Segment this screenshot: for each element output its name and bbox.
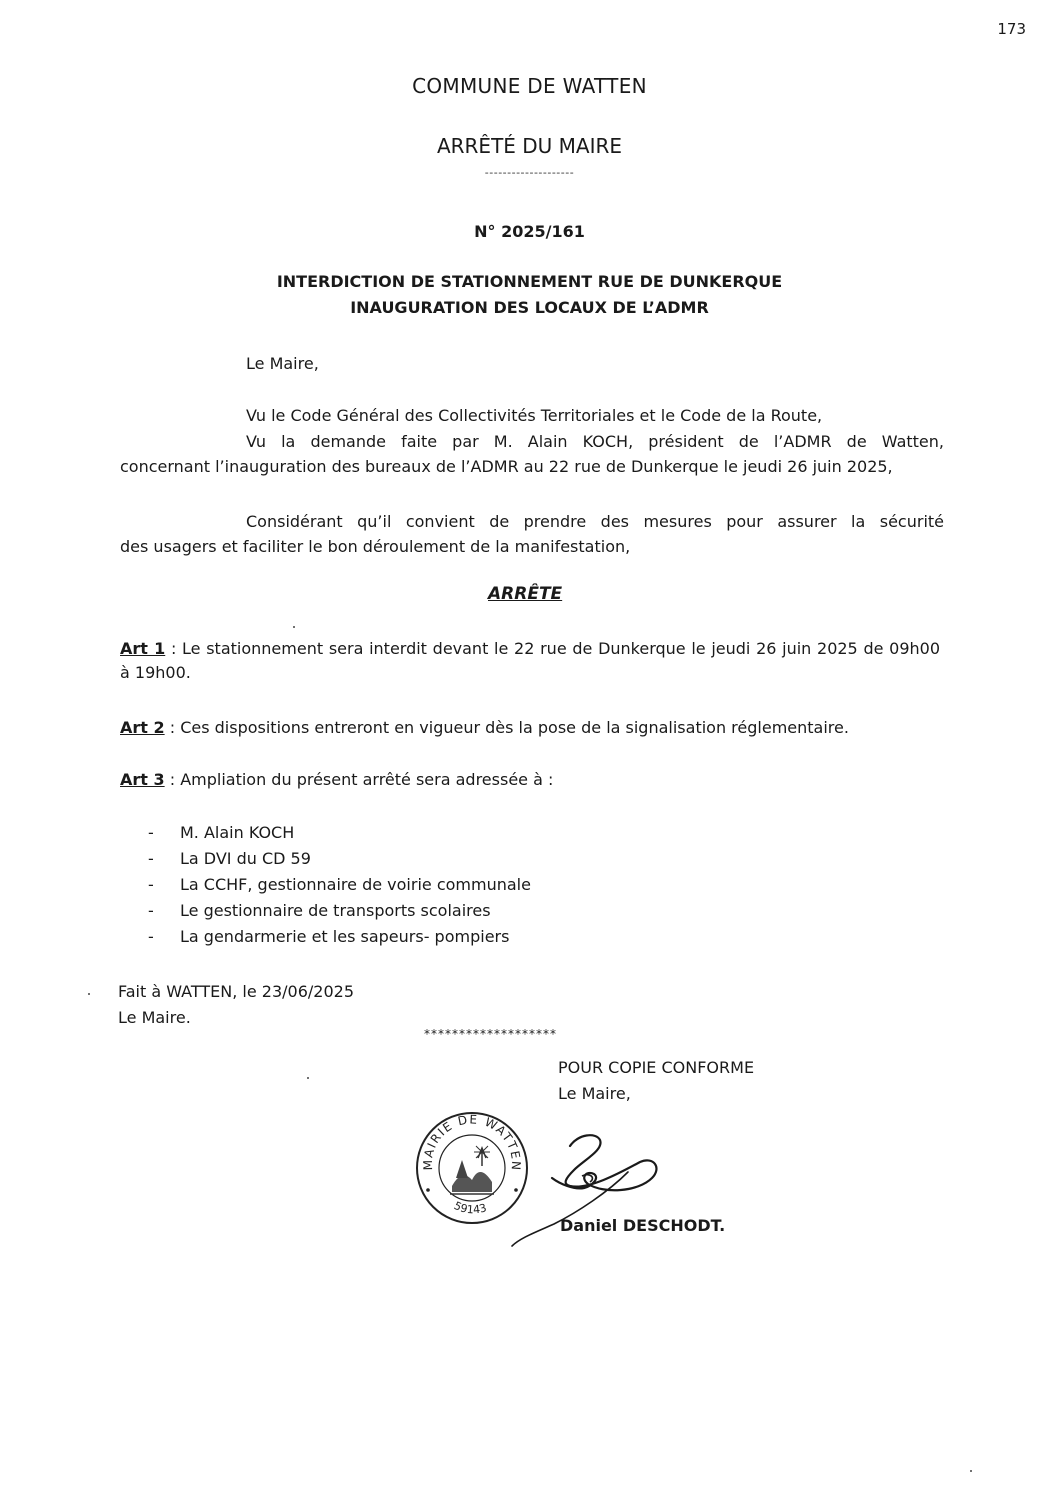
scan-speck xyxy=(88,993,90,995)
scan-speck xyxy=(293,626,295,628)
article-3-text: : Ampliation du présent arrêté sera adressée à : xyxy=(164,770,554,789)
fait-a-watten: Fait à WATTEN, le 23/06/2025 xyxy=(118,982,354,1001)
page-number: 173 xyxy=(997,20,1026,38)
commune-heading: COMMUNE DE WATTEN xyxy=(412,74,647,98)
considerant-line1: Considérant qu’il convient de prendre des mesures pour assurer la sécurité xyxy=(246,512,944,531)
article-3 xyxy=(120,768,553,792)
article-2-label: Art 2 xyxy=(120,718,165,737)
intro-le-maire: Le Maire, xyxy=(246,354,319,373)
pour-copie-conforme: POUR COPIE CONFORME xyxy=(558,1058,755,1077)
stars-separator: ******************* xyxy=(424,1027,557,1041)
scan-speck xyxy=(307,1077,309,1079)
article-1-text: : Le stationnement sera interdit devant le 22 rue de Dunkerque le jeudi 26 juin 2025 de 09h00 à 19h00. xyxy=(120,639,941,682)
vu-demande-line1: Vu la demande faite par M. Alain KOCH, président de l’ADMR de Watten, xyxy=(246,432,944,451)
article-2-text: : Ces dispositions entreront en vigueur dès la pose de la signalisation réglementaire. xyxy=(164,718,849,737)
arrete-heading: ARRÊTÉ DU MAIRE xyxy=(436,134,623,158)
arrete-number: N° 2025/161 xyxy=(474,222,585,241)
article-1-label: Art 1 xyxy=(120,639,166,658)
signatory-name: Daniel DESCHODT. xyxy=(560,1216,726,1235)
copie-le-maire: Le Maire, xyxy=(558,1084,631,1103)
article-2 xyxy=(120,716,950,740)
considerant-rest: des usagers et faciliter le bon déroulement de la manifestation, xyxy=(120,537,631,556)
article-1 xyxy=(120,637,940,685)
list-item: - La CCHF, gestionnaire de voirie communale xyxy=(148,875,531,894)
article-3-label: Art 3 xyxy=(120,770,165,789)
seal-text-top: MAIRIE DE WATTEN xyxy=(420,1112,524,1172)
footer-le-maire: Le Maire. xyxy=(118,1008,191,1027)
heading-separator: -------------------- xyxy=(484,166,575,179)
subject-line-2: INAUGURATION DES LOCAUX DE L’ADMR xyxy=(350,298,709,317)
svg-text:59143 xyxy=(452,1199,488,1216)
recipient-list xyxy=(148,820,531,950)
list-item: - La gendarmerie et les sapeurs- pompiers xyxy=(148,927,510,946)
list-item: - M. Alain KOCH xyxy=(148,823,295,842)
vu-code: Vu le Code Général des Collectivités Territoriales et le Code de la Route, xyxy=(246,406,823,425)
seal-text-bottom: 59143 xyxy=(451,1199,489,1217)
arrete-word: ARRÊTE xyxy=(488,584,563,604)
scan-speck xyxy=(970,1470,972,1472)
subject-line-1: INTERDICTION DE STATIONNEMENT RUE DE DUNKERQUE xyxy=(276,272,783,291)
list-item: - Le gestionnaire de transports scolaires xyxy=(148,901,491,920)
list-item: - La DVI du CD 59 xyxy=(148,849,311,868)
vu-demande-rest: concernant l’inauguration des bureaux de l’ADMR au 22 rue de Dunkerque le jeudi 26 juin 2025, xyxy=(120,457,893,476)
